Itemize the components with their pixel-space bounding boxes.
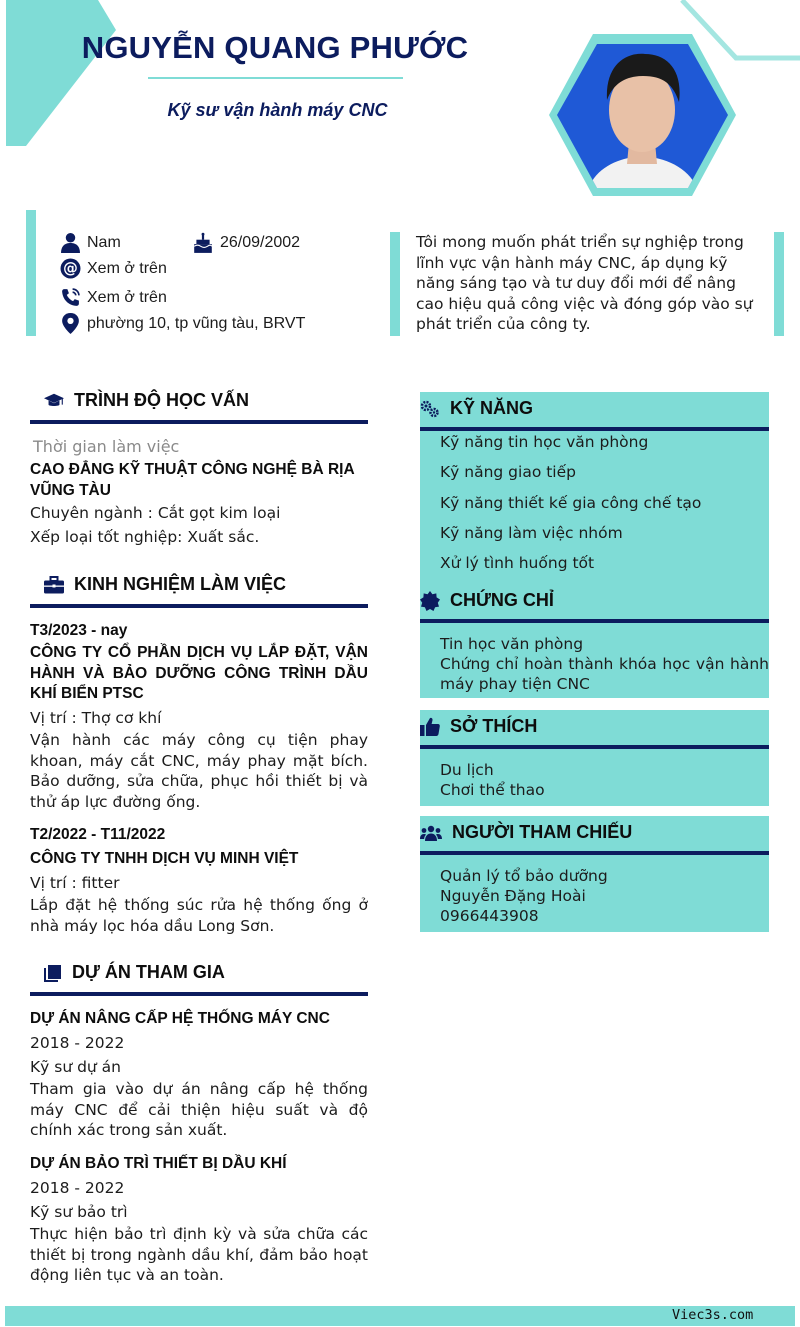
birthday-value: 26/09/2002: [220, 234, 301, 251]
education-heading: [44, 390, 249, 411]
user-icon: [60, 232, 81, 253]
projects-heading: [44, 962, 225, 983]
hobby-item: Du lịch: [440, 761, 494, 779]
skills-title: KỸ NĂNG: [450, 398, 534, 418]
education-school: CAO ĐẲNG KỸ THUẬT CÔNG NGHỆ BÀ RỊA VŨNG TÀU: [30, 461, 355, 499]
project-role: Kỹ sư dự án: [30, 1058, 122, 1076]
education-time: Thời gian làm việc: [33, 437, 180, 456]
gender-row: [60, 232, 121, 253]
certificate-badge-icon: [420, 591, 440, 611]
job-title: Kỹ sư vận hành máy CNC: [167, 100, 388, 120]
project-description: Tham gia vào dự án nâng cấp hệ thống máy CNC để cải thiện hiệu suất và độ chính xác trong sản xuất.: [30, 1080, 368, 1139]
hobbies-heading: [420, 716, 537, 737]
experience-heading: [44, 574, 286, 595]
reference-line: Quản lý tổ bảo dưỡng: [440, 867, 608, 885]
graduation-cap-icon: [44, 392, 64, 410]
certificates-rule: [420, 619, 769, 623]
project-name: DỰ ÁN BẢO TRÌ THIẾT BỊ DẦU KHÍ: [30, 1155, 287, 1172]
experience-description: Lắp đặt hệ thống súc rửa hệ thống ống ở nhà máy lọc hóa dầu Long Sơn.: [30, 896, 368, 935]
corner-decoration: [6, 0, 116, 146]
info-accent-bar-left: [26, 210, 36, 336]
reference-line: Nguyễn Đặng Hoài: [440, 887, 586, 905]
name-underline: [148, 77, 403, 79]
skill-item: Kỹ năng tin học văn phòng: [440, 433, 649, 451]
phone-value: Xem ở trên: [87, 288, 167, 306]
education-rule: [30, 420, 368, 424]
users-icon: [420, 825, 442, 841]
location-pin-icon: [60, 312, 81, 335]
project-description: Thực hiện bảo trì định kỳ và sửa chữa các thiết bị trong ngành dầu khí, đảm bảo hoạt động liên tục và an toàn.: [30, 1225, 368, 1284]
references-title: NGƯỜI THAM CHIẾU: [452, 822, 633, 842]
briefcase-icon: [44, 576, 64, 594]
experience-description: Vận hành các máy công cụ tiện phay khoan, máy cắt CNC, máy phay mặt bích. Bảo dưỡng, sửa chữa, phục hồi thiết bị và thử áp lực đường ống.: [30, 731, 368, 811]
references-rule: [420, 851, 769, 855]
certificate-item: Chứng chỉ hoàn thành khóa học vận hành máy phay tiện CNC: [440, 655, 769, 693]
address-value: phường 10, tp vũng tàu, BRVT: [87, 314, 306, 332]
education-grade: Xếp loại tốt nghiệp: Xuất sắc.: [30, 528, 260, 546]
projects-title: DỰ ÁN THAM GIA: [72, 962, 225, 982]
projects-rule: [30, 992, 368, 996]
reference-line: 0966443908: [440, 907, 539, 925]
birthday-row: [192, 232, 300, 254]
at-icon: [60, 258, 81, 279]
footer-site[interactable]: Viec3s.com: [672, 1307, 754, 1323]
profile-photo: [545, 30, 740, 200]
email-row: [60, 258, 167, 279]
skill-item: Kỹ năng làm việc nhóm: [440, 524, 623, 542]
skills-rule: [420, 427, 769, 431]
experience-period: T3/2023 - nay: [30, 622, 128, 639]
project-name: DỰ ÁN NÂNG CẤP HỆ THỐNG MÁY CNC: [30, 1010, 330, 1027]
skill-item: Kỹ năng giao tiếp: [440, 463, 576, 481]
book-icon: [44, 964, 62, 982]
objective-accent-bar-left: [390, 232, 400, 336]
project-role: Kỹ sư bảo trì: [30, 1203, 128, 1221]
email-value: Xem ở trên: [87, 259, 167, 277]
svg-text:@: @: [63, 260, 78, 278]
experience-position: Vị trí : fitter: [30, 874, 120, 892]
career-objective: Tôi mong muốn phát triển sự nghiệp trong lĩnh vực vận hành máy CNC, áp dụng kỹ năng sáng tạo và tư duy đổi mới để nâng cao hiệu quả công việc và đóng góp vào sự phát triển của công ty.: [416, 233, 753, 333]
experience-company: CÔNG TY CỔ PHẦN DỊCH VỤ LẮP ĐẶT, VẬN HÀNH VÀ BẢO DƯỠNG CÔNG TRÌNH DẦU KHÍ BIỂN PTSC: [30, 644, 368, 702]
certificates-heading: [420, 590, 554, 611]
certificate-item: Tin học văn phòng: [440, 635, 584, 653]
experience-period: T2/2022 - T11/2022: [30, 826, 166, 843]
project-period: 2018 - 2022: [30, 1179, 125, 1197]
experience-title: KINH NGHIỆM LÀM VIỆC: [74, 574, 287, 594]
hobbies-title: SỞ THÍCH: [450, 716, 538, 736]
experience-position: Vị trí : Thợ cơ khí: [30, 709, 162, 727]
education-major: Chuyên ngành : Cắt gọt kim loại: [30, 504, 281, 522]
objective-accent-bar-right: [774, 232, 784, 336]
gender-value: Nam: [87, 233, 121, 251]
skill-item: Xử lý tình huống tốt: [440, 554, 595, 572]
project-period: 2018 - 2022: [30, 1034, 125, 1052]
gears-icon: [420, 400, 440, 418]
references-heading: [420, 822, 632, 843]
phone-icon: [60, 287, 81, 308]
hobby-item: Chơi thể thao: [440, 781, 545, 799]
thumbs-up-icon: [420, 717, 440, 736]
address-row: [60, 312, 305, 335]
hobbies-rule: [420, 745, 769, 749]
birthday-cake-icon: [192, 232, 214, 254]
skill-item: Kỹ năng thiết kế gia công chế tạo: [440, 494, 702, 512]
phone-row: [60, 287, 167, 308]
candidate-name: NGUYỄN QUANG PHƯỚC: [81, 30, 469, 65]
skills-heading: [420, 398, 533, 419]
experience-rule: [30, 604, 368, 608]
education-title: TRÌNH ĐỘ HỌC VẤN: [74, 390, 249, 410]
experience-company: CÔNG TY TNHH DỊCH VỤ MINH VIỆT: [30, 850, 299, 867]
certificates-title: CHỨNG CHỈ: [450, 590, 554, 610]
